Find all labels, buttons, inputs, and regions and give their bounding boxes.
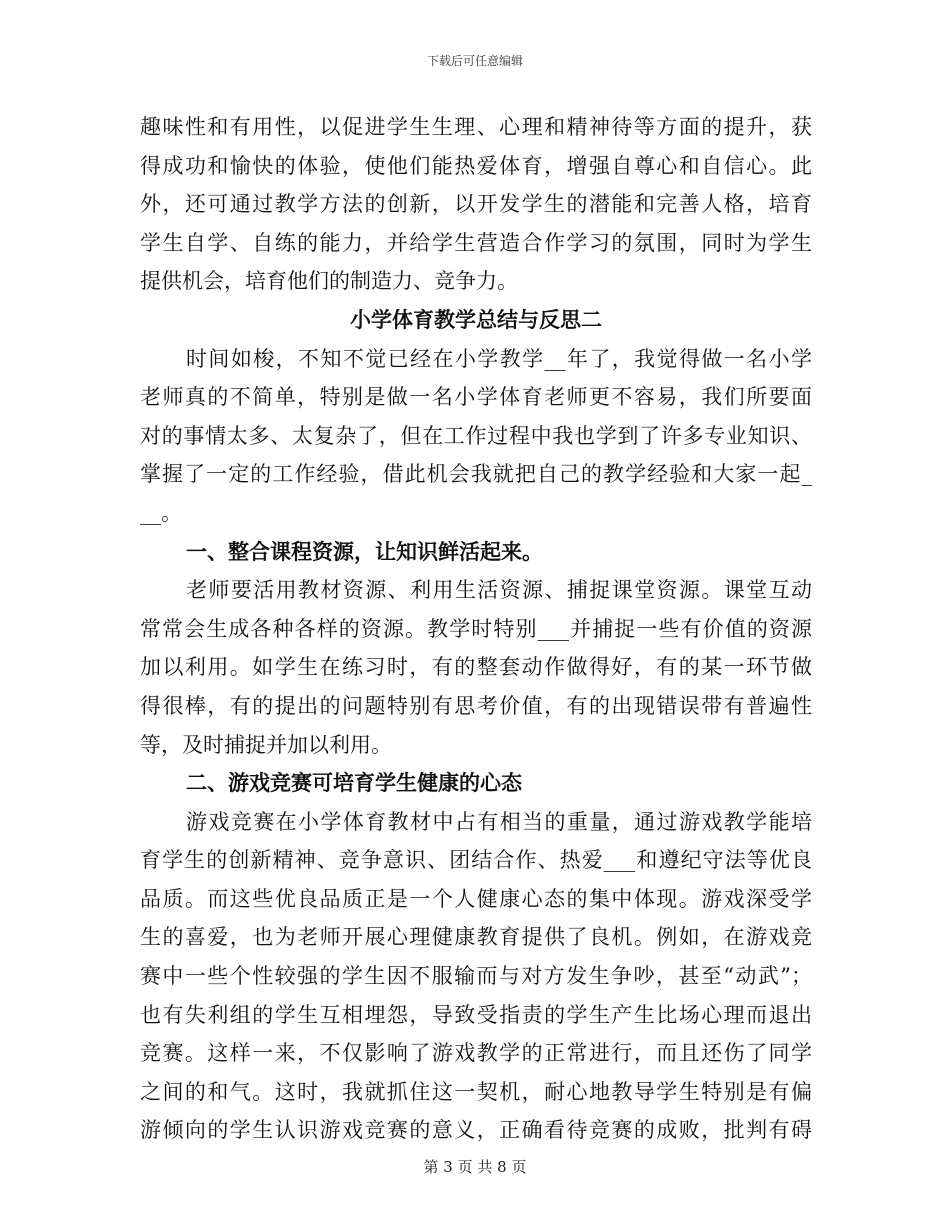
paragraph-line: 老师要活用教材资源、利用生活资源、捕捉课堂资源。课堂互动 [186, 578, 812, 603]
paragraph-line: 提供机会，培育他们的制造力、竞争力。 [140, 269, 518, 294]
paragraph-line: 得成功和愉快的体验，使他们能热爱体育，增强自尊心和自信心。此 [140, 153, 812, 178]
paragraph-line: 等，及时捕捉并加以利用。 [140, 732, 392, 757]
paragraph-line: 常常会生成各种各样的资源。教学时特别___并捕捉一些有价值的资源 [140, 616, 812, 641]
page-footer: 第 3 页 共 8 页 [423, 1158, 527, 1176]
paragraph-line: 游倾向的学生认识游戏竞赛的意义，正确看待竞赛的成败，批判有碍 [140, 1118, 812, 1143]
paragraph-line: 育学生的创新精神、竞争意识、团结合作、热爱___和遵纪守法等优良 [140, 848, 812, 873]
subheading-1: 一、整合课程资源，让知识鲜活起来。 [186, 538, 543, 564]
paragraph-line: 对的事情太多、太复杂了，但在工作过程中我也学到了许多专业知识、 [140, 423, 812, 448]
paragraph-line: 外，还可通过教学方法的创新，以开发学生的潜能和完善人格，培育 [140, 192, 812, 217]
subheading-2: 二、游戏竞赛可培育学生健康的心态 [186, 770, 522, 796]
paragraph-line: 趣味性和有用性，以促进学生生理、心理和精神待等方面的提升，获 [140, 115, 812, 139]
paragraph-line: 之间的和气。这时，我就抓住这一契机，耐心地教导学生特别是有偏 [140, 1079, 812, 1104]
paragraph-line: 游戏竞赛在小学体育教材中占有相当的重量，通过游戏教学能培 [186, 809, 812, 834]
page-header: 下载后可任意编辑 [426, 54, 523, 68]
paragraph-line: 掌握了一定的工作经验，借此机会我就把自己的教学经验和大家一起_ [140, 462, 812, 487]
document-body [140, 108, 812, 1150]
paragraph-line: 竞赛。这样一来，不仅影响了游戏教学的正常进行，而且还伤了同学 [140, 1041, 812, 1066]
paragraph-line: 也有失利组的学生互相埋怨，导致受指责的学生产生比场心理而退出 [140, 1002, 812, 1027]
paragraph-line: 赛中一些个性较强的学生因不服输而与对方发生争吵，甚至“动武”； [140, 964, 812, 989]
paragraph-line: 学生自学、自练的能力，并给学生营造合作学习的氛围，同时为学生 [140, 230, 812, 255]
paragraph-line: 老师真的不简单，特别是做一名小学体育老师更不容易，我们所要面 [140, 385, 812, 410]
paragraph-line: 生的喜爱，也为老师开展心理健康教育提供了良机。例如，在游戏竞 [140, 925, 812, 950]
paragraph-line: 品质。而这些优良品质正是一个人健康心态的集中体现。游戏深受学 [140, 886, 812, 911]
paragraph-line: 加以利用。如学生在练习时，有的整套动作做得好，有的某一环节做 [140, 655, 812, 680]
paragraph-line: __。 [140, 500, 182, 525]
paragraph-line: 得很棒，有的提出的问题特别有思考价值，有的出现错误带有普遍性 [140, 693, 812, 718]
section-title: 小学体育教学总结与反思二 [350, 306, 602, 332]
paragraph-line: 时间如梭，不知不觉已经在小学教学__年了，我觉得做一名小学 [186, 346, 812, 371]
